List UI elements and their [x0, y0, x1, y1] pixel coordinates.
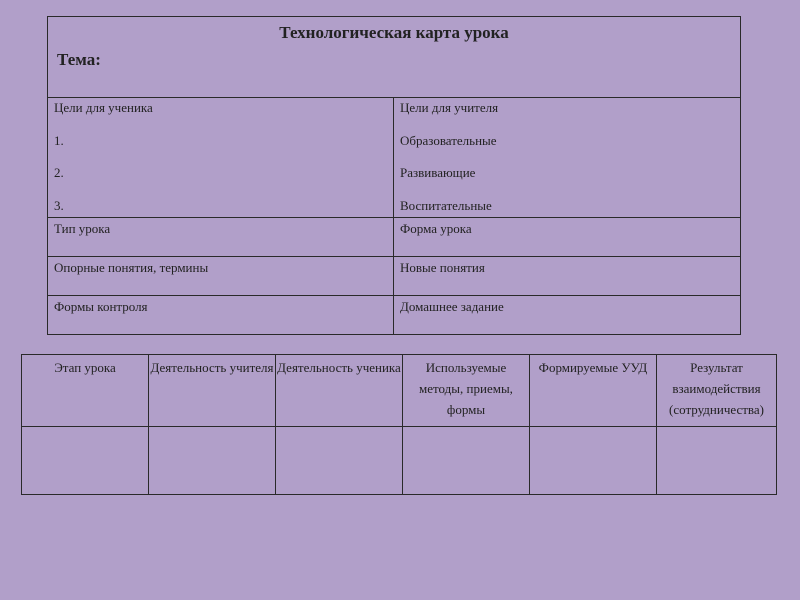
- lesson-type-cell: Тип урока: [48, 218, 394, 256]
- concepts-row: [48, 257, 740, 296]
- stages-header-row: [22, 355, 776, 427]
- empty-cell[interactable]: [403, 427, 530, 494]
- empty-cell[interactable]: [149, 427, 276, 494]
- column-header: Деятельность учителя: [149, 355, 276, 426]
- new-concepts-cell: Новые понятия: [400, 260, 485, 275]
- column-header: Используемые методы, приемы, формы: [403, 355, 530, 426]
- type-row: [48, 218, 740, 257]
- empty-cell[interactable]: [530, 427, 657, 494]
- teacher-goals-label: Цели для учителя: [400, 100, 499, 115]
- control-forms-cell: Формы контроля: [48, 296, 394, 334]
- goals-row: [48, 98, 740, 218]
- teacher-goal-item: Воспитательные: [400, 197, 492, 213]
- column-header: Формируемые УУД: [530, 355, 657, 426]
- card-header: [48, 17, 740, 98]
- teacher-goals-cell: [394, 98, 740, 217]
- teacher-goal-item: Образовательные: [400, 132, 497, 148]
- key-concepts-cell: Опорные понятия, термины: [48, 257, 394, 295]
- student-goal-item: 1.: [54, 132, 64, 148]
- card-title: Технологическая карта урока: [279, 23, 509, 42]
- empty-cell[interactable]: [276, 427, 403, 494]
- stages-empty-row: [22, 427, 776, 494]
- empty-cell[interactable]: [22, 427, 149, 494]
- column-header: Деятельность ученика: [276, 355, 403, 426]
- column-header: Этап урока: [22, 355, 149, 426]
- theme-label: Тема:: [57, 50, 101, 69]
- homework-cell: Домашнее задание: [400, 299, 504, 314]
- teacher-goal-item: Развивающие: [400, 165, 476, 180]
- student-goal-item: 2.: [54, 165, 64, 180]
- lesson-form-cell: Форма урока: [400, 221, 472, 236]
- student-goals-label: Цели для ученика: [54, 100, 153, 115]
- lesson-stages-table: [21, 354, 777, 495]
- column-header: Результат взаимодействия (сотрудничества): [669, 360, 764, 417]
- student-goal-item: 3.: [54, 197, 64, 213]
- empty-cell[interactable]: [657, 427, 776, 494]
- control-row: [48, 296, 740, 334]
- student-goals-cell: [48, 98, 394, 217]
- lesson-card: [47, 16, 741, 335]
